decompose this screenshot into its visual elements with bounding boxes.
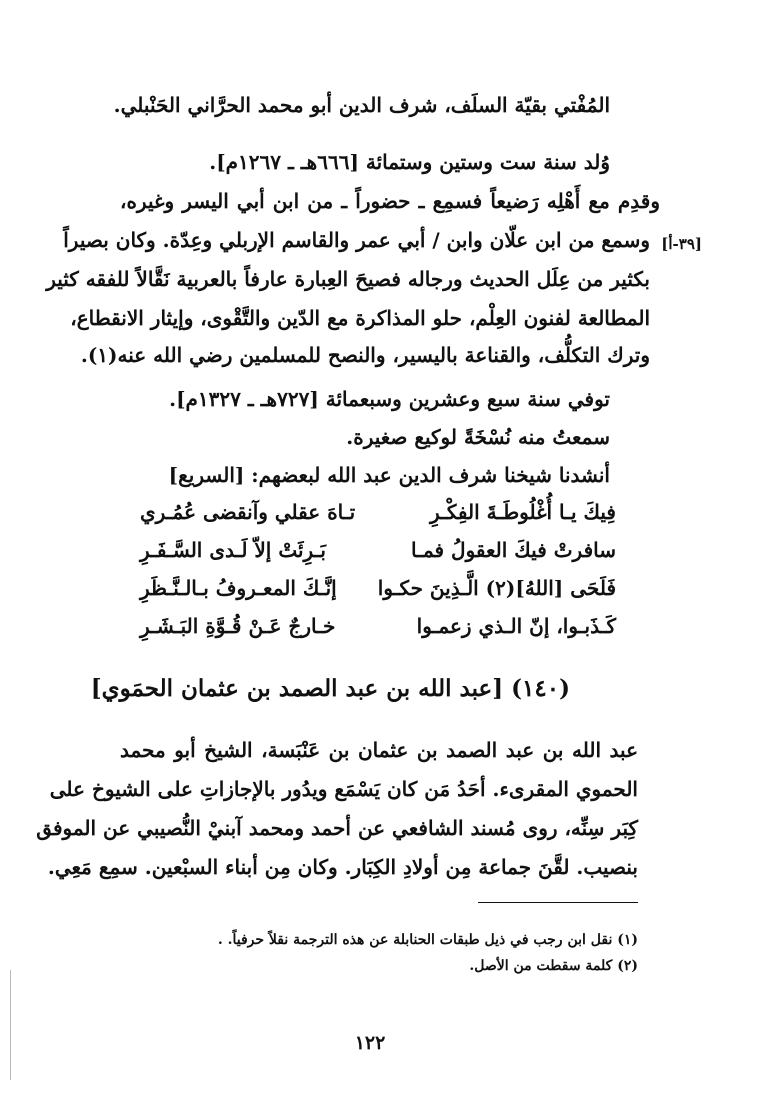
entry139-birth: وُلد سنة ست وستين وستمائة [٦٦٦هـ ـ ١٢٦٧م].: [209, 150, 610, 174]
entry139-line-1: المُفْتي بقيّة السلَف، شرف الدين أبو محمد الحرَّاني الحَنْبلي.: [113, 93, 610, 117]
entry140-line-3: كِبَر سِنِّه، روى مُسند الشافعي عن أحمد ومحمد آبنيْ النُّصيبي عن الموفق: [36, 816, 638, 840]
entry139-line-7: وترك التكلُّف، والقناعة باليسير، والنصح للمسلمين رضي الله عنه(١).: [80, 343, 650, 367]
page-number: ١٢٢: [354, 1032, 386, 1054]
poem-verse-1-second: تـاهَ عقلي وآنقضى عُمُـري: [140, 500, 356, 524]
footnote-1: (١) نقل ابن رجب في ذيل طبقات الحنابلة عن هذه الترجمة نقلاً حرفياً. .: [217, 932, 638, 948]
scan-edge-mark: [10, 970, 11, 1080]
entry140-line-4: بنصيب. لقَّنَ جماعة مِن أولادِ الكِبَار. وكان مِن أبناء السبْعين. سمِع مَعِي.: [47, 855, 638, 879]
entry139-death: توفي سنة سبع وعشرين وسبعمائة [٧٢٧هـ ـ ١٣٢٧م].: [169, 387, 610, 411]
margin-folio-note: [٣٩-أ]: [661, 235, 702, 253]
entry140-line-2: الحموي المقرىء. أحَدُ مَن كان يَسْمَع ويدُور بالإجازاتِ على الشيوخ على: [49, 777, 638, 801]
poem-verse-4-first: كَـذَبـوا، إنّ الـذي زعمـوا: [416, 614, 616, 638]
entry139-heard: سمعتُ منه نُسْخَةً لوكيع صغيرة.: [346, 425, 610, 449]
entry139-line-5: بكثير من عِلَل الحديث ورجاله فصيحَ العِبارة عارفاً بالعربية نَقَّالاً للفقه كثير: [46, 267, 650, 291]
entry140-heading: (١٤٠) [عبد الله بن عبد الصمد بن عثمان الحمَوي]: [90, 675, 570, 702]
entry139-poem-intro: أنشدنا شيخنا شرف الدين عبد الله لبعضهم: [السريع]: [168, 463, 610, 487]
entry139-line-4: وسمع من ابن علّان وابن / أبي عمر والقاسم الإربلي وعِدّة. وكان بصيراً: [63, 228, 650, 252]
entry139-line-3: وقدِم مع أَهْلِه رَضيعاً فسمِع ـ حضوراً ـ من ابن أبي اليسر وغيره،: [120, 189, 660, 213]
entry140-line-1: عبد الله بن عبد الصمد بن عثمان بن عَنْبَسة، الشيخ أبو محمد: [120, 738, 638, 762]
poem-verse-2-first: سافرتْ فيكَ العقولُ فمـا: [411, 538, 616, 562]
poem-verse-2-second: بَـرِئَتْ إلاّ لَـدى السَّـفَـرِ: [140, 538, 326, 562]
entry139-line-6: المطالعة لفنون العِلْم، حلو المذاكرة مع الدّين والتَّقْوى، وإيثار الانقطاع،: [70, 306, 650, 330]
footnote-separator: [478, 902, 638, 903]
poem-verse-3-second: إنَّـكَ المعـروفُ بـالـنَّـظَرِ: [140, 576, 337, 600]
poem-verse-1-first: فِيكَ يـا أُغْلُوطَـةَ الفِكْـرِ: [429, 500, 616, 524]
poem-verse-4-second: خـارجٌ عَـنْ قُـوَّةِ البَـشَـرِ: [140, 614, 336, 638]
footnote-2: (٢) كلمة سقطت من الأصل.: [469, 958, 638, 974]
poem-verse-3-first: فَلَحَى [اللهُ](٢) الَّـذِينَ حكـوا: [377, 576, 616, 600]
